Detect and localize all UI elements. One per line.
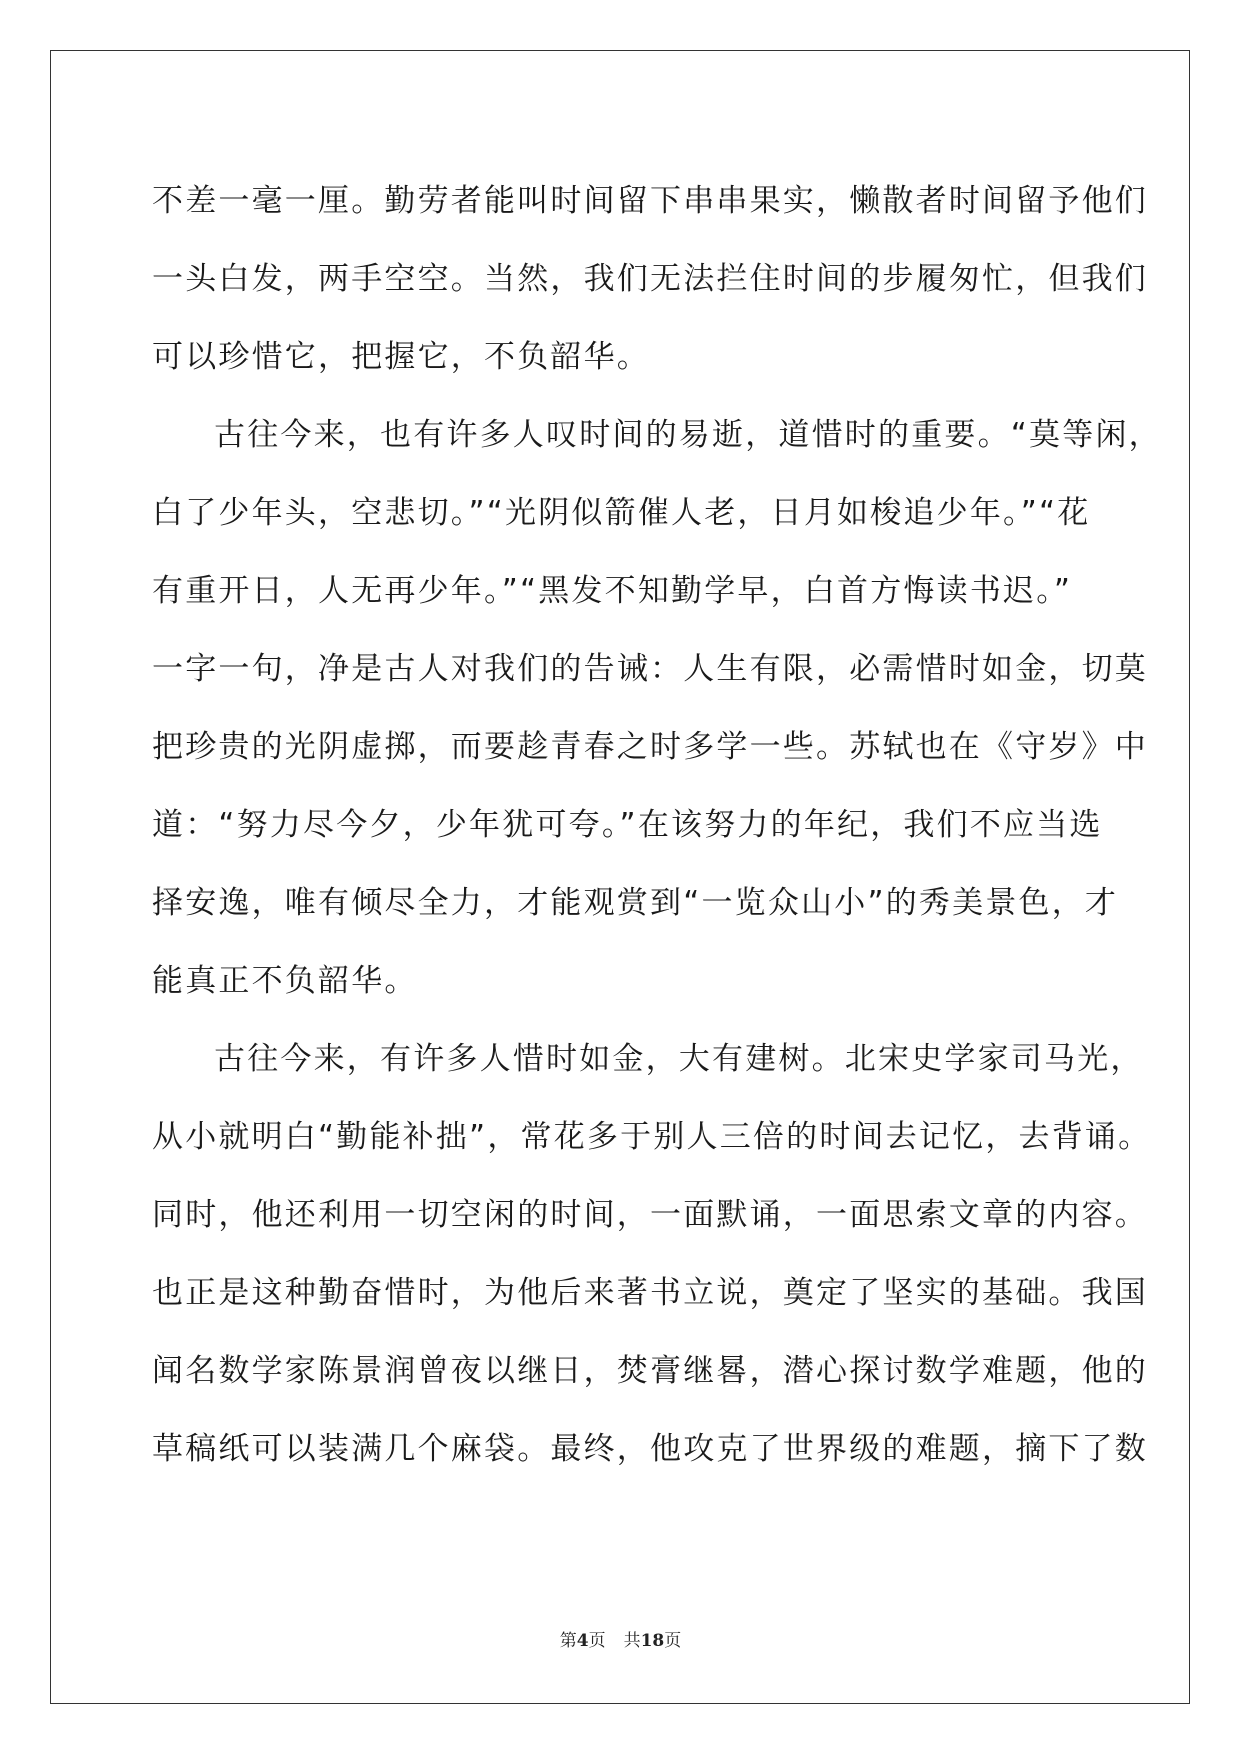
text-line: 古往今来，有许多人惜时如金，大有建树。北宋史学家司马光， xyxy=(214,1041,1144,1077)
paragraph xyxy=(152,396,1162,1020)
footer-page-suffix: 页 xyxy=(588,1631,606,1651)
footer-total-pages: 18 xyxy=(640,1631,665,1651)
text-line: 白了少年头，空悲切。”“光阴似箭催人老，日月如梭追少年。”“花 xyxy=(152,495,1091,531)
text-line: 道：“努力尽今夕，少年犹可夸。”在该努力的年纪，我们不应当选 xyxy=(152,807,1103,843)
text-line: 不差一毫一厘。勤劳者能叫时间留下串串果实，懒散者时间留予他们 xyxy=(152,183,1148,219)
text-line: 闻名数学家陈景润曾夜以继日，焚膏继晷，潜心探讨数学难题，他的 xyxy=(152,1353,1148,1389)
paragraph xyxy=(152,1020,1152,1488)
footer-total-prefix: 共 xyxy=(623,1631,641,1651)
page-footer xyxy=(0,1626,1241,1651)
text-line: 也正是这种勤奋惜时，为他后来著书立说，奠定了坚实的基础。我国 xyxy=(152,1275,1148,1311)
text-line: 择安逸，唯有倾尽全力，才能观赏到“一览众山小”的秀美景色，才 xyxy=(152,885,1119,921)
document-body xyxy=(152,162,1162,1488)
text-line: 草稿纸可以装满几个麻袋。最终，他攻克了世界级的难题，摘下了数 xyxy=(152,1431,1148,1467)
text-line: 同时，他还利用一切空闲的时间，一面默诵，一面思索文章的内容。 xyxy=(152,1197,1148,1233)
text-line: 能真正不负韶华。 xyxy=(152,963,418,999)
footer-page-prefix: 第 xyxy=(559,1631,577,1651)
paragraph xyxy=(152,162,1152,396)
text-line: 一字一句，净是古人对我们的告诫：人生有限，必需惜时如金，切莫 xyxy=(152,651,1148,687)
footer-current-page: 4 xyxy=(576,1631,589,1651)
text-line: 把珍贵的光阴虚掷，而要趁青春之时多学一些。苏轼也在《守岁》中 xyxy=(152,729,1148,765)
text-line: 有重开日，人无再少年。”“黑发不知勤学早，白首方悔读书迟。” xyxy=(152,573,1073,609)
footer-total-suffix: 页 xyxy=(664,1631,682,1651)
text-line: 从小就明白“勤能补拙”，常花多于别人三倍的时间去记忆，去背诵。 xyxy=(152,1119,1152,1155)
text-line: 古往今来，也有许多人叹时间的易逝，道惜时的重要。“莫等闲， xyxy=(214,417,1162,453)
text-line: 可以珍惜它，把握它，不负韶华。 xyxy=(152,339,650,375)
text-line: 一头白发，两手空空。当然，我们无法拦住时间的步履匆忙，但我们 xyxy=(152,261,1148,297)
